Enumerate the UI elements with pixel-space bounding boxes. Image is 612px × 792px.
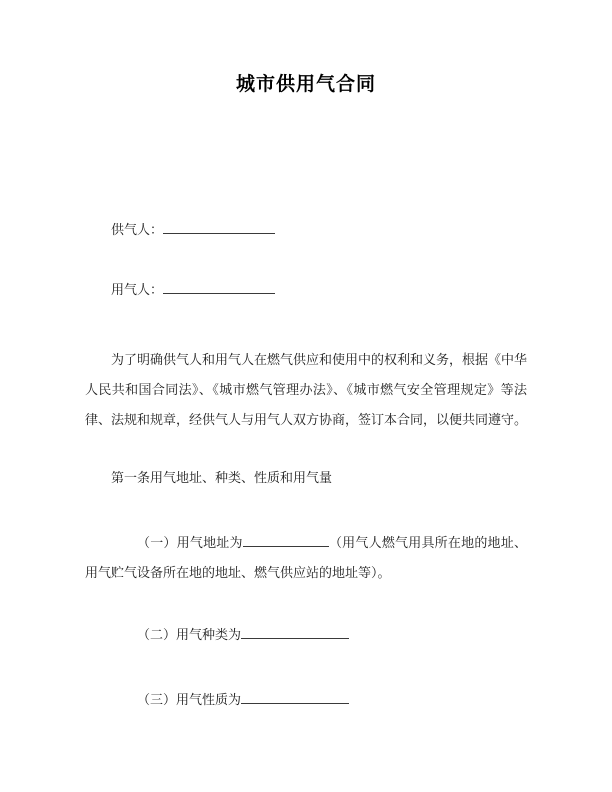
clause-3-label: （三）用气性质为 xyxy=(137,692,242,707)
party-a-blank-line[interactable] xyxy=(163,220,275,234)
party-b-row xyxy=(85,275,527,305)
party-b-blank-line[interactable] xyxy=(163,280,275,294)
intro-paragraph: 为了明确供气人和用气人在燃气供应和使用中的权利和义务，根据《中华人民共和国合同法》、《城市燃气管理办法》、《城市燃气安全管理规定》等法律、法规和规章，经供气人与用气人双方协商，签订本合同，以便共同遵守。 xyxy=(85,352,528,427)
clause-2-label: （二）用气种类为 xyxy=(137,627,242,642)
clause-3-blank-line[interactable] xyxy=(241,690,349,704)
document-title: 城市供用气合同 xyxy=(235,74,376,95)
clause-1-note: （用气人燃气用具所在地的地址、用气贮气设备所在地的地址、燃气供应站的地址等）。 xyxy=(85,535,527,580)
party-a-label: 供气人： xyxy=(111,222,164,237)
party-a-row xyxy=(85,215,527,245)
clause-3-gas-nature xyxy=(85,685,527,715)
party-b-label: 用气人： xyxy=(111,282,164,297)
clause-2-gas-kind xyxy=(85,620,527,650)
clause-1-label: （一）用气地址为 xyxy=(137,535,243,550)
clause-1-blank-line[interactable] xyxy=(243,533,329,547)
clause-1-address xyxy=(85,528,527,588)
article-1-heading: 第一条用气地址、种类、性质和用气量 xyxy=(111,470,333,485)
clause-2-blank-line[interactable] xyxy=(241,625,349,639)
